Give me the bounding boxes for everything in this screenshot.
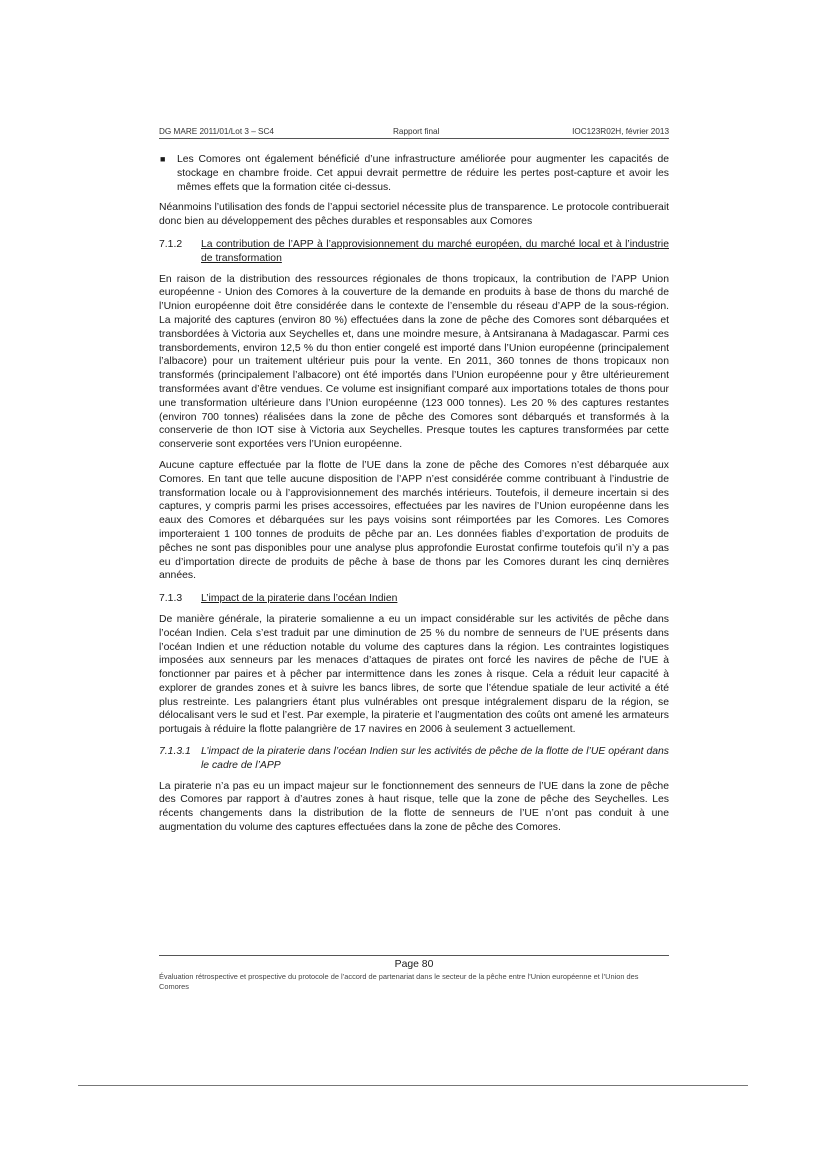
- section-heading-713: [159, 592, 669, 606]
- bullet-item: [159, 153, 669, 194]
- header-reference: DG MARE 2011/01/Lot 3 – SC4: [159, 127, 274, 136]
- bullet-text: Les Comores ont également bénéficié d’une infrastructure améliorée pour augmenter les capacités de stockage en chambre froide. Cet appui devrait permettre de réduire les pertes post-capture et avoir les mêmes effets que la formation citée ci-dessus.: [177, 154, 669, 193]
- paragraph: Néanmoins l’utilisation des fonds de l’appui sectoriel nécessite plus de transparence. Le protocole contribuerait donc bien au développement des pêches durables et responsables aux Comores: [159, 202, 670, 228]
- section-number: 7.1.3: [159, 593, 183, 605]
- paragraph: La piraterie n’a pas eu un impact majeur sur le fonctionnement des senneurs de l’UE dans la zone de pêche des Comores par rapport à d’autres zones à haut risque, telle que la zone de pêche des Seychelles. Les récents changements dans la distribution de la flotte de senneurs de l’UE n’ont pas conduit à une augmentation du volume des captures effectuées dans la zone de pêche des Comores.: [159, 780, 669, 834]
- header-date: IOC123R02H, février 2013: [572, 127, 669, 136]
- section-title: L’impact de la piraterie dans l’océan Indien: [201, 593, 398, 605]
- bottom-rule: [78, 1085, 748, 1086]
- page-body: [159, 153, 669, 842]
- section-number: 7.1.2: [159, 238, 183, 250]
- subsection-number: 7.1.3.1: [159, 746, 191, 758]
- section-heading-712: [159, 238, 669, 266]
- paragraph: De manière générale, la piraterie somalienne a eu un impact considérable sur les activités de pêche dans l’océan Indien. Cela s’est traduit par une diminution de 25 % du nombre de senneurs de l’UE présents dans l’océan Indien et une réduction notable du volume des captures dans la région. Les contraintes logistiques imposées aux senneurs par les menaces d’attaques de pirates ont forcé les navires de pêche de l’UE à fonctionner par paires et à pêcher par intermittence dans les zones à risque. Cela a réduit leur capacité à explorer de grandes zones et à suivre les bancs libres, de sorte que l’étendue spatiale de leur activité a été plus restreinte. Les palangriers étant plus vulnérables ont presque intégralement disparu de la région, se délocalisant vers le sud et l’est. Par exemple, la piraterie et l’augmentation des coûts ont amené les armateurs portugais à réduire la flotte palangrière de 17 navires en 2006 à seulement 3 actuellement.: [159, 613, 669, 736]
- header-report-type: Rapport final: [393, 127, 440, 136]
- footer-rule: [159, 955, 669, 956]
- page-footer: [159, 959, 669, 991]
- bullet-mark-icon: ■: [160, 154, 166, 164]
- footer-note: Évaluation rétrospective et prospective du protocole de l’accord de partenariat dans le secteur de la pêche entre l’Union européenne et l’Union des Comores: [159, 972, 639, 991]
- paragraph: Aucune capture effectuée par la flotte de l’UE dans la zone de pêche des Comores n’est débarquée aux Comores. En tant que telle aucune disposition de l’APP n’est considérée comme contribuant à l’industrie de transformation locale ou à l’approvisionnement des marchés intérieurs. Toutefois, il demeure incertain si des captures, y compris parmi les prises accessoires, effectuées par les navires de l’Union européenne dans les eaux des Comores et débarquées sur les pays voisins sont réimportées par les Comores. Les Comores importeraient 1 100 tonnes de produits de pêche par an. Les données fiables d’exportation de produits de pêches ne sont pas disponibles pour une analyse plus approfondie Eurostat confirme toutefois qu’il n’y a pas eu d’importation directe de produits de pêche à base de thons par les Comores durant les cinq dernières années.: [159, 459, 669, 582]
- subsection-title: L’impact de la piraterie dans l’océan Indien sur les activités de pêche de la flotte de l’UE opérant dans le cadre de l’APP: [201, 746, 669, 771]
- paragraph: En raison de la distribution des ressources régionales de thons tropicaux, la contribution de l’APP Union européenne - Union des Comores à la couverture de la demande en produits à base de thons du marché de l’Union européenne doit être considérée dans le contexte de l’ensemble du réseau d’APP de la sous-région. La majorité des captures (environ 80 %) effectuées dans la zone de pêche des Comores sont débarquées et transbordées à Victoria aux Seychelles et, dans une moindre mesure, à Antsiranana à Madagascar. Parmi ces transbordements, environ 12,5 % du thon entier congelé est importé dans l’Union européenne (principalement l’albacore) pour un traitement ultérieur puis pour la vente. En 2011, 360 tonnes de thons tropicaux non transformés (principalement l’albacore) ont été importés dans l’Union européenne pour y être ultérieurement transformées avant d’être vendues. Ce volume est insignifiant comparé aux importations totales de thons pour une transformation ultérieure dans l’Union européenne (123 000 tonnes). Les 20 % des captures restantes (environ 700 tonnes) réalisées dans la zone de pêche des Comores sont débarqués et transformés à la conserverie de thon IOT sise à Victoria aux Seychelles. Presque toutes les captures transformées par cette conserverie sont exportées vers l’Union européenne.: [159, 273, 669, 451]
- subsection-heading-7131: [159, 745, 669, 773]
- section-title: La contribution de l’APP à l’approvisionnement du marché européen, du marché local et à l’industrie de transformation: [201, 238, 669, 264]
- header-rule: [159, 138, 669, 139]
- page-number: Page 80: [394, 959, 434, 970]
